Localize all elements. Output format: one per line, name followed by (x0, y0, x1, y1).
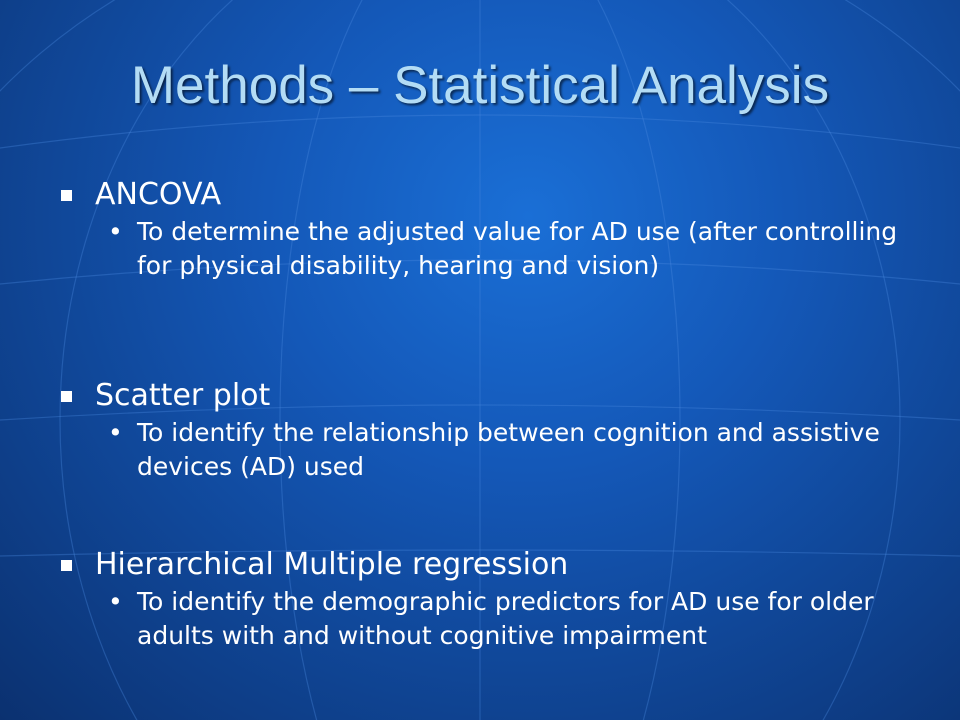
main-bullet-row (58, 376, 928, 416)
main-bullet-row (58, 545, 928, 585)
square-bullet-icon (61, 190, 72, 201)
section-detail: To identify the relationship between cognition and assistive devices (AD) used (137, 418, 880, 481)
sub-bullet-row (108, 585, 927, 653)
section-detail: To identify the demographic predictors for AD use for older adults with and without cognitive impairment (137, 587, 874, 650)
section-ancova (58, 175, 928, 283)
sub-bullet-row (108, 215, 927, 283)
square-bullet-icon (61, 560, 72, 571)
section-scatter-plot (58, 376, 928, 484)
sub-bullet-row (108, 416, 927, 484)
dot-bullet-icon: • (108, 418, 123, 447)
dot-bullet-icon: • (108, 217, 123, 246)
section-detail: To determine the adjusted value for AD use (after controlling for physical disability, hearing and vision) (137, 217, 898, 280)
slide-title: Methods – Statistical Analysis (130, 56, 830, 115)
section-heading: Scatter plot (95, 378, 271, 413)
section-hierarchical-regression (58, 545, 928, 653)
section-heading: ANCOVA (95, 177, 222, 212)
dot-bullet-icon: • (108, 587, 123, 616)
section-heading: Hierarchical Multiple regression (95, 547, 569, 582)
square-bullet-icon (61, 391, 72, 402)
main-bullet-row (58, 175, 928, 215)
